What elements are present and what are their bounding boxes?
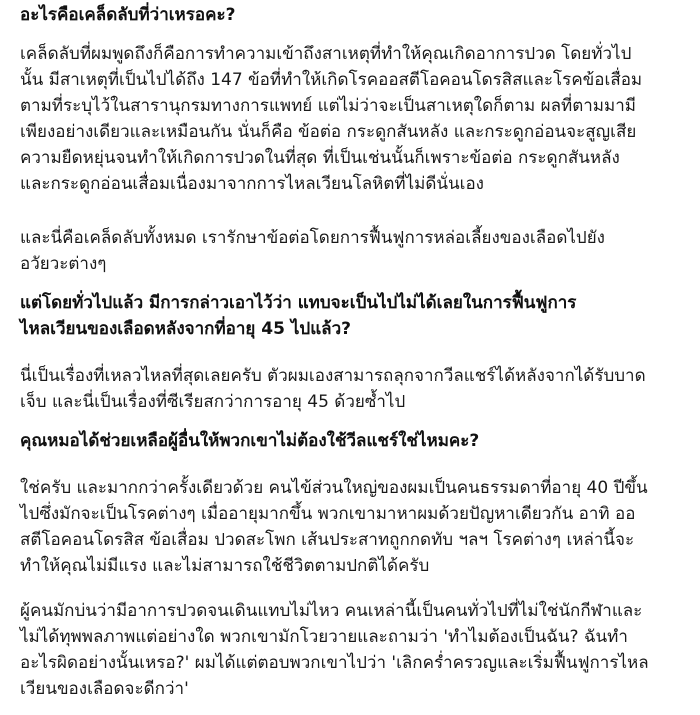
paragraph-line: สตีโอคอนโดรสิส ข้อเสื่อม ปวดสะโพก เส้นประสาทถูกกดทับ ฯลฯ โรคต่างๆ เหล่านี้จะ (20, 530, 635, 550)
heading-line: คุณหมอได้ช่วยเหลือผู้อื่นให้พวกเขาไม่ต้องใช้วีลแชร์ใช่ไหมคะ? (20, 431, 480, 451)
section-heading (20, 290, 692, 342)
paragraph-line: เพียงอย่างเดียวและเหมือนกัน นั่นก็คือ ข้อต่อ กระดูกสันหลัง และกระดูกอ่อนจะสูญเสีย (20, 122, 637, 142)
heading-line: แต่โดยทั่วไปแล้ว มีการกล่าวเอาไว้ว่า แทบจะเป็นไปไม่ได้เลยในการฟื้นฟูการ (20, 293, 577, 313)
paragraph-line: ผู้คนมักบ่นว่ามีอาการปวดจนเดินแทบไม่ไหว คนเหล่านี้เป็นคนทั่วไปที่ไม่ใช่นักกีฬาและ (20, 601, 643, 621)
heading-line: อะไรคือเคล็ดลับที่ว่าเหรอคะ? (20, 5, 236, 25)
paragraph-line: ใช่ครับ และมากกว่าครั้งเดียวด้วย คนไข้ส่วนใหญ่ของผมเป็นคนธรรมดาที่อายุ 40 ปีขึ้น (20, 478, 648, 498)
section-heading (20, 2, 692, 28)
paragraph-line: ไม่ได้ทุพพลภาพแต่อย่างใด พวกเขามักโวยวายและถามว่า 'ทำไมต้องเป็นฉัน? ฉันทำ (20, 627, 628, 647)
paragraph-line: เคล็ดลับที่ผมพูดถึงก็คือการทำความเข้าถึงสาเหตุที่ทำให้คุณเกิดอาการปวด โดยทั่วไป (20, 44, 632, 64)
paragraph-line: นี่เป็นเรื่องที่เหลวไหลที่สุดเลยครับ ตัวผมเองสามารถลุกจากวีลแชร์ได้หลังจากได้รับบาด (20, 366, 646, 386)
heading-line: ไหลเวียนของเลือดหลังจากที่อายุ 45 ไปแล้ว? (20, 319, 351, 339)
paragraph (20, 475, 692, 579)
paragraph-line: เวียนของเลือดจะดีกว่า' (20, 679, 189, 699)
paragraph-line: และนี่คือเคล็ดลับทั้งหมด เรารักษาข้อต่อโดยการฟื้นฟูการหล่อเลี้ยงของเลือดไปยัง (20, 228, 605, 248)
paragraph-line: ไปซึ่งมักจะเป็นโรคต่างๆ เมื่ออายุมากขึ้น พวกเขามาหาผมด้วยปัญหาเดียวกัน อาทิ ออ (20, 504, 636, 524)
paragraph-line: อะไรผิดอย่างนั้นเหรอ?' ผมได้แต่ตอบพวกเขาไปว่า 'เลิกคร่ำครวญและเริ่มฟื้นฟูการไหล (20, 653, 649, 673)
paragraph-line: ตามที่ระบุไว้ในสารานุกรมทางการแพทย์ แต่ไม่ว่าจะเป็นสาเหตุใดก็ตาม ผลที่ตามมามี (20, 96, 636, 116)
paragraph (20, 41, 692, 197)
paragraph-line: นั้น มีสาเหตุที่เป็นไปได้ถึง 147 ข้อที่ทำให้เกิดโรคออสตีโอคอนโดรสิสและโรคข้อเสื่อม (20, 70, 643, 90)
paragraph (20, 225, 692, 277)
paragraph-line: อวัยวะต่างๆ (20, 254, 107, 274)
paragraph-line: และกระดูกอ่อนเสื่อมเนื่องมาจากการไหลเวียนโลหิตที่ไม่ดีนั่นเอง (20, 174, 484, 194)
paragraph-line: เจ็บ และนี่เป็นเรื่องที่ซีเรียสกว่าการอายุ 45 ด้วยซ้ำไป (20, 392, 406, 412)
paragraph-line: ความยืดหยุ่นจนทำให้เกิดการปวดในที่สุด ที่เป็นเช่นนั้นก็เพราะข้อต่อ กระดูกสันหลัง (20, 148, 620, 168)
paragraph (20, 363, 692, 415)
section-heading (20, 428, 692, 454)
paragraph (20, 598, 692, 702)
paragraph-line: ทำให้คุณไม่มีแรง และไม่สามารถใช้ชีวิตตามปกติได้ครับ (20, 556, 430, 576)
